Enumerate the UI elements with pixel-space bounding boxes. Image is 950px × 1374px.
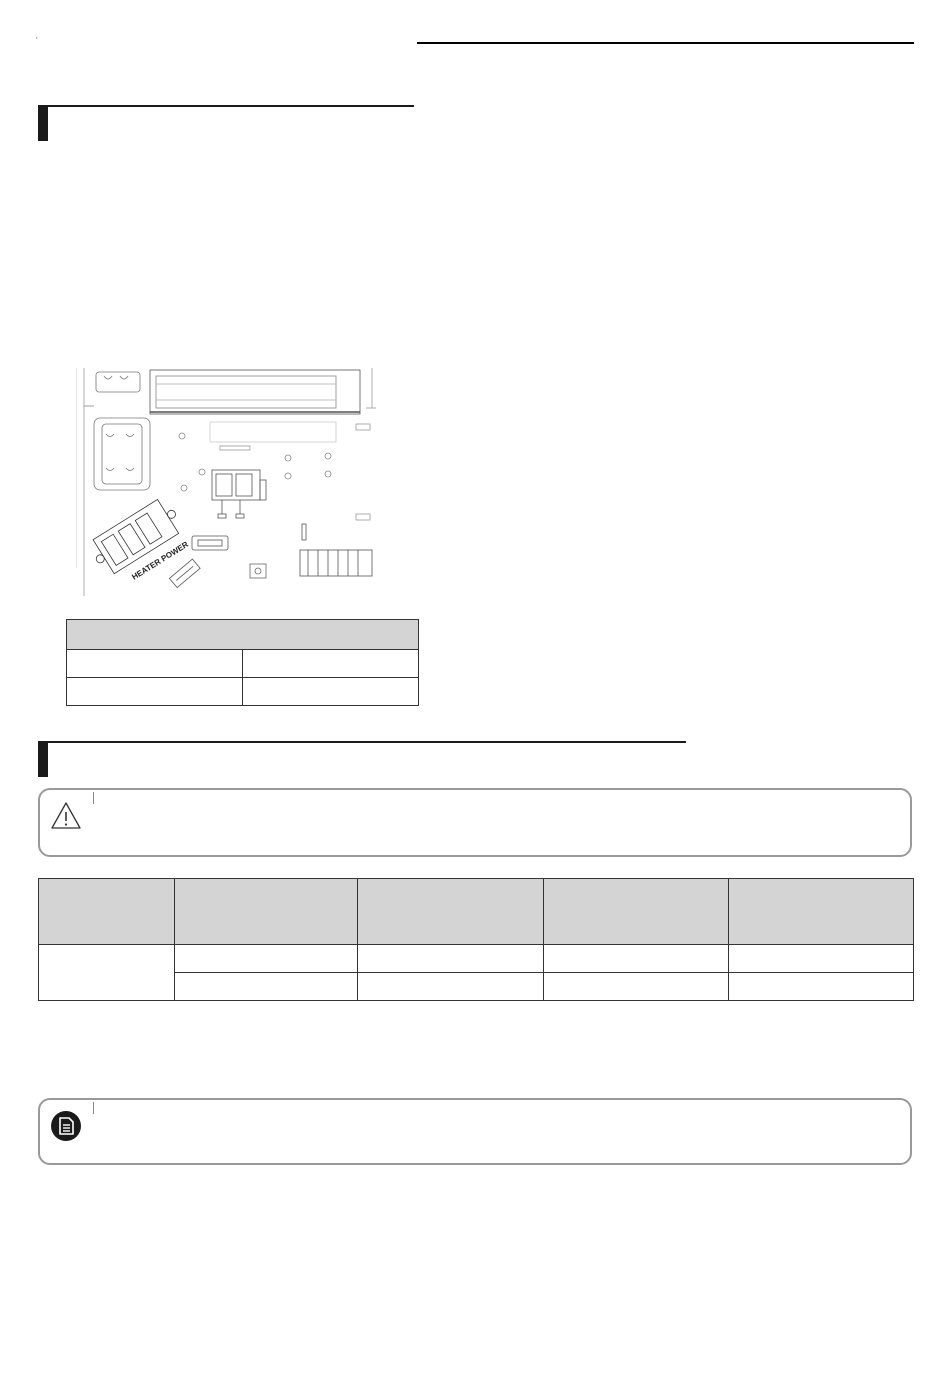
table-cell [729,945,914,973]
row-label [39,945,175,1001]
table-cell [243,650,419,678]
table-row [39,945,914,973]
fuse-holder [192,536,228,550]
column-header [175,879,358,945]
caution-box [38,788,912,857]
column-header [544,879,729,945]
note-box [38,1098,912,1165]
ribbon-connector [169,559,200,587]
table-cell [544,945,729,973]
column-header [729,879,914,945]
table-header-row [39,879,914,945]
section-marker [38,105,48,141]
heater-power-connector [86,495,185,578]
header-rule [417,42,914,44]
table-cell [243,678,419,706]
table-cell [175,945,358,973]
column-header [39,879,175,945]
table-cell [729,973,914,1001]
relay-block [212,470,266,518]
warning-triangle-icon [50,800,82,832]
top-connector-strip [150,370,360,414]
section-rule [48,741,686,743]
section-rule [48,105,414,107]
heater-power-label: HEATER POWER [130,539,190,582]
table-cell [358,945,544,973]
table-cell [67,650,243,678]
section-marker [38,741,48,777]
note-document-icon [50,1110,82,1142]
table-cell [175,973,358,1001]
section-2-heading [38,741,686,778]
left-component-large [94,418,150,490]
table-row [67,650,419,678]
table-cell [358,973,544,1001]
table-cell [544,973,729,1001]
control-board-diagram [76,368,376,596]
table-cell [67,678,243,706]
table-header-cell [67,620,419,650]
left-component-top [96,372,140,392]
notice-divider [93,792,94,804]
section-2-table [38,878,914,1001]
table-row [67,678,419,706]
header-mark: ' [36,36,38,45]
notice-divider [93,1102,94,1114]
section-1-table [66,619,419,706]
section-1-heading [38,105,414,142]
terminal-block [300,524,372,576]
column-header [358,879,544,945]
